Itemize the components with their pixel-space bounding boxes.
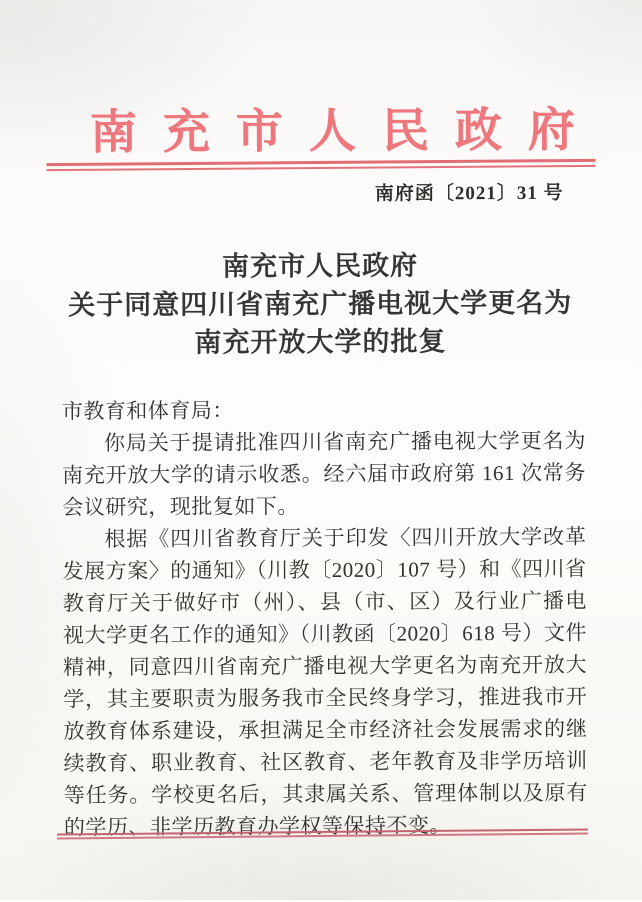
document-title-line-1: 南充市人民政府 [221,250,419,282]
document-body [62,393,588,844]
body-paragraph-1: 你局关于提请批准四川省南充广播电视大学更名为南充开放大学的请示收悉。经六届市政府第 161 次常务会议研究，现批复如下。 [62,428,587,520]
doc-number: 南府函〔2021〕31 号 [374,182,564,205]
document-title-line-3: 南充开放大学的批复 [194,326,447,358]
salutation: 市教育和体育局： [61,398,234,424]
letterhead-title: 南充市人民政府 [89,104,601,160]
body-paragraph-2: 根据《四川省教育厅关于印发〈四川开放大学改革发展方案〉的通知》（川教〔2020〕107 号）和《四川省教育厅关于做好市（州）、县（市、区）及行业广播电视大学更名工作的通知》（川教函〔2020〕618 号）文件精神，同意四川省南充广播电视大学更名为南充开放大学，其主要职责为服务我市全民终身学习，推进我市开放教育体系建设，承担满足全市经济社会发展需求的继续教育、职业教育、社区教育、老年教育及非学历培训等任务。学校更名后，其隶属关系、管理体制以及原有的学历、非学历教育办学权等保持不变。 [62,524,588,840]
document-title [0,245,642,362]
document-title-line-2: 关于同意四川省南充广播电视大学更名为 [68,287,573,321]
